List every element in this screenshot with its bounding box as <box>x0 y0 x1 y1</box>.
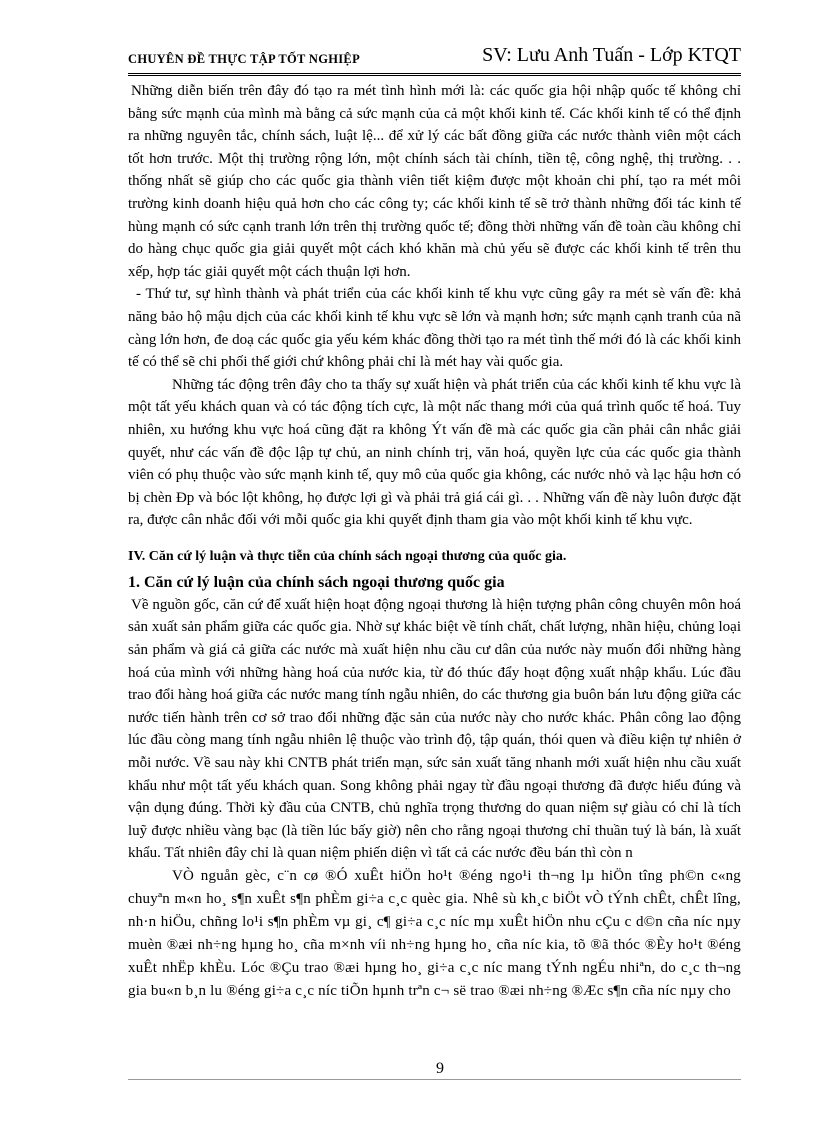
page-body <box>128 80 741 1003</box>
subsection-heading: 1. Căn cứ lý luận của chính sách ngoại thương quốc gia <box>128 573 505 591</box>
header-author: SV: Lưu Anh Tuấn - Lớp KTQT <box>482 44 741 66</box>
header-rule <box>128 73 741 76</box>
section-heading: IV. Căn cứ lý luận và thực tiễn của chính sách ngoại thương của quốc gia. <box>128 548 567 564</box>
header-document-title: CHUYÊN ĐỀ THỰC TẬP TỐT NGHIỆP <box>128 52 361 66</box>
page-header <box>128 44 741 72</box>
paragraph-2: - Thứ tư, sự hình thành và phát triển của các khối kinh tế khu vực cũng gây ra mét sè vấn đề: khả năng bảo hộ mậu dịch của các khối kinh tế khu vực sẽ lớn và mạnh hơn; sức mạnh cạnh tranh của nã càng lớn hơn, đe doạ các quốc gia yếu kém khác đồng thời tạo ra mét tình thế mới đó là các khối kinh tế có thể sẽ chi phối thế giới chứ không phải chỉ là mét hay vài quốc gia. <box>128 286 741 371</box>
page-number: 9 <box>436 1060 444 1077</box>
paragraph-1: Những diễn biến trên đây đó tạo ra mét tình hình mới là: các quốc gia hội nhập quốc tế không chỉ bằng sức mạnh của mình mà bằng cả sức mạnh của cả một khối kinh tế. Các khối kinh tế có thể định ra những nguyên tắc, chính sách, luật lệ... để xử lý các bất đồng giữa các nước thành viên một cách tốt hơn trước. Một thị trường rộng lớn, một chính sách tài chính, tiền tệ, công nghệ, thị trường. . . thống nhất sẽ giúp cho các quốc gia thành viên tiết kiệm được một khoản chi phí, tạo ra mét môi trường kinh doanh hiệu quả hơn cho các công ty; các khối kinh tế sẽ trở thành những đối tác kinh tế hùng mạnh có sức cạnh tranh lớn trên thị trường quốc tế; đồng thời những vấn đề toàn cầu không chỉ do hàng chục quốc gia giải quyết một cách khó khăn mà chủ yếu sẽ được các khối kinh tế trên thu xếp, hợp tác giải quyết một cách thuận lợi hơn. <box>128 83 741 280</box>
paragraph-3: Những tác động trên đây cho ta thấy sự xuất hiện và phát triển của các khối kinh tế khu vực là một tất yếu khách quan và có tác động tích cực, là một nấc thang mới của quá trình quốc tế hoá. Tuy nhiên, xu hướng khu vực hoá cũng đặt ra không Ýt vấn đề mà các quốc gia cần phải cân nhắc giải quyết, như các vấn đề độc lập tự chủ, an ninh chính trị, văn hoá, quyền lực của các quốc gia thành viên có phụ thuộc vào sức mạnh kinh tế, quy mô của quốc gia không, các nước nhỏ và lạc hậu hơn có bị chèn Ðp và bóc lột không, họ được lợi gì và phải trả giá cái gì. . . Những vấn đề này luôn được đặt ra, được cân nhắc đối với mỗi quốc gia khi quyết định tham gia vào một khối kinh tế khu vực. <box>128 376 741 529</box>
paragraph-4: Về nguồn gốc, căn cứ để xuất hiện hoạt động ngoại thương là hiện tượng phân công chuyên môn hoá sản xuất sản phẩm giữa các quốc gia. Nhờ sự khác biệt về tính chất, chất lượng, nhãn hiệu, chủng loại sản phẩm và giá cả giữa các nước mà xuất hiện nhu cầu cư dân của nước này muốn đổi những hàng hoá của mình với những hàng hoá của nước kia, từ đó thúc đẩy hoạt động xuất nhập khẩu. Lúc đầu trao đổi hàng hoá giữa các nước mang tính ngẫu nhiên, do các thương gia buôn bán lưu động giữa các nước tiến hành trên cơ sở trao đổi những đặc sản của nước này cho nước khác. Phân công lao động lúc đầu còng mang tính ngẫu nhiên lệ thuộc vào trình độ, tập quán, thói quen và điều kiện tự nhiên ở mỗi nước. Về sau này khi CNTB phát triển mạn, sức sản xuất tăng nhanh mới xuất hiện nhu cầu xuất khẩu như một tất yếu khách quan. Song không phải ngay từ đầu ngoại thương đã được hiểu đúng và vận dụng đúng. Thời kỳ đầu của CNTB, chủ nghĩa trọng thương do quan niệm sự giàu có chỉ là tích luỹ được nhiều vàng bạc (là tiền lúc bấy giờ) nên cho rằng ngoại thương chỉ thuần tuý là bán, là xuất khẩu. Tất nhiên đây chỉ là quan niệm phiến diện vì tất cả các nước đều bán thì còn n <box>128 596 741 862</box>
paragraph-5-legacy-encoding: VÒ nguån gèc, c¨n cø ®Ó xuÊt hiÖn ho¹t ®éng ngo¹i th¬ng lµ hiÖn tîng ph©n c«ng chuyªn m«n ho¸ s¶n xuÊt s¶n phÈm gi÷a c¸c quèc gia. Nhê sù kh¸c biÖt vÒ tÝnh chÊt, chÊt lîng, nh·n hiÖu, chñng lo¹i s¶n phÈm vµ gi¸ c¶ gi÷a c¸c níc mµ xuÊt hiÖn nhu cÇu c d©n cña níc nµy muèn ®æi nh÷ng hµng ho¸ cña m×nh víi nh÷ng hµng ho¸ cña níc kia, tõ ®ã thóc ®Èy ho¹t ®éng xuÊt nhËp khÈu. Lóc ®Çu trao ®æi hµng ho¸ gi÷a c¸c níc mang tÝnh ngÉu nhiªn, do c¸c th¬ng gia bu«n b¸n lu ®éng gi÷a c¸c níc tiÕn hµnh trªn c¬ së trao ®æi nh÷ng ®Æc s¶n cña níc nµy cho <box>128 868 741 999</box>
footer-rule <box>128 1079 741 1080</box>
